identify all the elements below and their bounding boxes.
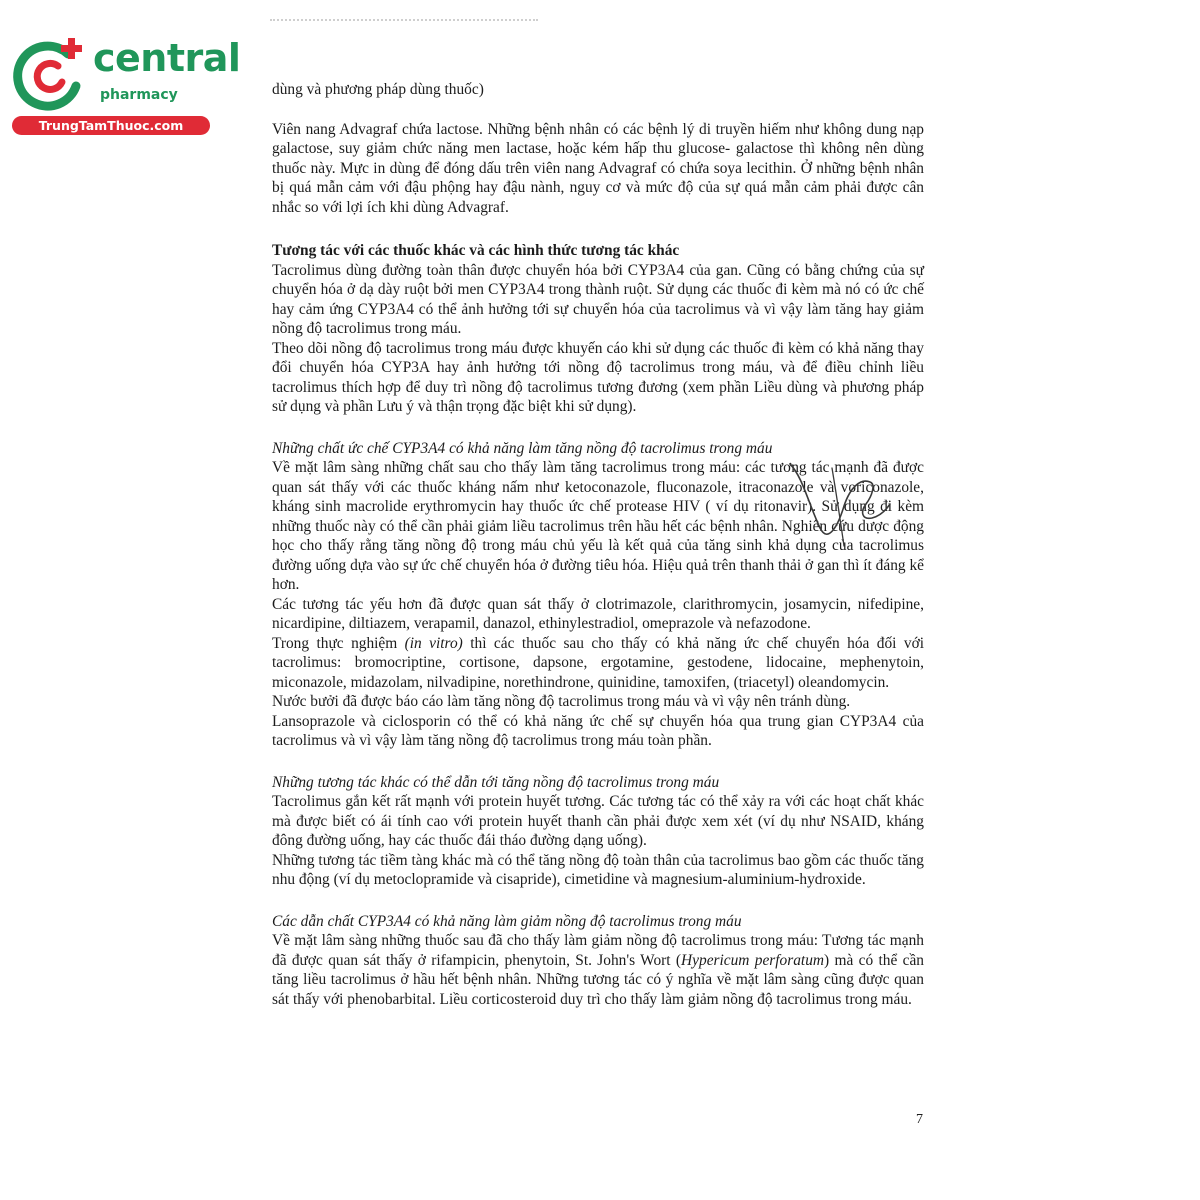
paragraph: [272, 931, 924, 1009]
subsection-heading: Những tương tác khác có thể dẫn tới tăng nồng độ tacrolimus trong máu: [272, 773, 720, 791]
pharmacy-cross-icon: [10, 36, 90, 112]
brand-logo: [10, 36, 241, 136]
text-run: thì các thuốc sau cho thấy có khả năng ức chế chuyển hóa đối với tacrolimus: bromocriptine, cortisone, dapsone, ergotamine, gestodene, lidocaine, mephenytoin, miconazole, midazolam, nilvadipine, norethindrone, quinidine, tamoxifen, (triacetyl) oleandomycin.: [272, 634, 924, 691]
paragraph: Lansoprazole và ciclosporin có thể có khả năng ức chế sự chuyển hóa qua trung gian CYP3A4 của tacrolimus và vì vậy làm tăng nồng độ tacrolimus trong máu toàn phần.: [272, 712, 924, 749]
paragraph: Viên nang Advagraf chứa lactose. Những bệnh nhân có các bệnh lý di truyền hiếm như không dung nạp galactose, suy giảm chức năng men lactase, hoặc kém hấp thu glucose- galactose thì không nên dùng thuốc này. Mực in dùng để đóng dấu trên viên nang Advagraf có chứa soya lecithin. Ở những bệnh nhân bị quá mẫn cảm với đậu phộng hay đậu nành, nguy cơ và mức độ của sự quá mẫn cảm phải được cân nhắc so với lợi ích khi dùng Advagraf.: [272, 120, 924, 216]
text-run: Về mặt lâm sàng những thuốc sau đã cho thấy làm giảm nồng độ tacrolimus trong máu: Tương tác mạnh đã được quan sát thấy ở rifampicin, phenytoin, St. John's Wort (: [272, 932, 924, 969]
paragraph: Về mặt lâm sàng những chất sau cho thấy làm tăng tacrolimus trong máu: các tương tác mạnh đã được quan sát thấy với các thuốc kháng nấm như ketoconazole, fluconazole, itraconazole và voriconazole, kháng sinh macrolide erythromycin hay thuốc ức chế protease HIV ( ví dụ ritonavir). Sử dụng đi kèm những thuốc này có thể cần phải giảm liều tacrolimus trên hầu hết các bệnh nhân. Nghiên cứu dược động học cho thấy rằng tăng nồng độ trong máu chủ yếu là kết quả của tăng sinh khả dụng của tacrolimus đường uống dựa vào sự ức chế chuyển hóa ở đường tiêu hóa. Hiệu quả trên thanh thải ở gan thì ít đáng kể hơn.: [272, 459, 924, 593]
paragraph: Những tương tác tiềm tàng khác mà có thể tăng nồng độ toàn thân của tacrolimus bao gồm các thuốc tăng nhu động (ví dụ metoclopramide và cisapride), cimetidine và magnesium-aluminium-hydroxide.: [272, 851, 924, 888]
page-number: 7: [916, 1112, 923, 1127]
subsection-heading: Những chất ức chế CYP3A4 có khả năng làm tăng nồng độ tacrolimus trong máu: [272, 439, 773, 457]
paragraph: Tacrolimus gắn kết rất mạnh với protein huyết tương. Các tương tác có thể xảy ra với các hoạt chất khác mà được biết có ái tính cao với protein huyết thanh cần phải được xem xét (ví dụ như NSAID, kháng đông đường uống, hay các thuốc đái tháo đường dạng uống).: [272, 793, 924, 849]
text-run: Trong thực nghiệm: [272, 634, 405, 652]
paragraph: Theo dõi nồng độ tacrolimus trong máu được khuyến cáo khi sử dụng các thuốc đi kèm có khả năng thay đổi chuyển hóa CYP3A hay ảnh hưởng tới nồng độ tacrolimus trong máu, và để điều chỉnh liều tacrolimus thích hợp để duy trì nồng độ tacrolimus tương đương (xem phần Liều dùng và phương pháp sử dụng và phần Lưu ý và thận trọng đặc biệt khi sử dụng).: [272, 339, 924, 415]
paragraph: Nước bưởi đã được báo cáo làm tăng nồng độ tacrolimus trong máu và vì vậy nên tránh dùng.: [272, 693, 851, 710]
brand-url[interactable]: TrungTamThuoc.com: [12, 116, 210, 135]
section-heading: Tương tác với các thuốc khác và các hình thức tương tác khác: [272, 242, 680, 259]
text-run: ) mà có thể cần tăng liều tacrolimus ở hầu hết bệnh nhân. Những tương tác có ý nghĩa về mặt lâm sàng cũng được quan sát thấy với phenobarbital. Liều corticosteroid duy trì cho thấy làm giảm nồng độ tacrolimus trong máu.: [272, 951, 925, 1008]
paragraph: Tacrolimus dùng đường toàn thân được chuyển hóa bởi CYP3A4 của gan. Cũng có bằng chứng của sự chuyển hóa ở dạ dày ruột bởi men CYP3A4 trong thành ruột. Sử dụng các thuốc đi kèm mà nó có ức chế hay cảm ứng CYP3A4 có thể ảnh hưởng tới sự chuyển hóa của tacrolimus và vì vậy làm tăng hay giảm nồng độ tacrolimus trong máu.: [272, 261, 924, 337]
faint-header-line: [270, 9, 538, 21]
paragraph: Các tương tác yếu hơn đã được quan sát thấy ở clotrimazole, clarithromycin, josamycin, nifedipine, nicardipine, diltiazem, verapamil, danazol, ethinylestradiol, omeprazole và nefazodone.: [272, 595, 924, 632]
brand-name: central: [93, 36, 241, 80]
paragraph: dùng và phương pháp dùng thuốc): [272, 81, 484, 98]
paragraph: [272, 634, 924, 693]
handwritten-signature: [780, 448, 895, 568]
italic-run: (in vitro): [404, 634, 463, 652]
brand-subtitle: pharmacy: [100, 87, 178, 103]
italic-run: Hypericum perforatum: [681, 951, 825, 969]
subsection-heading: Các dẫn chất CYP3A4 có khả năng làm giảm nồng độ tacrolimus trong máu: [272, 912, 742, 930]
